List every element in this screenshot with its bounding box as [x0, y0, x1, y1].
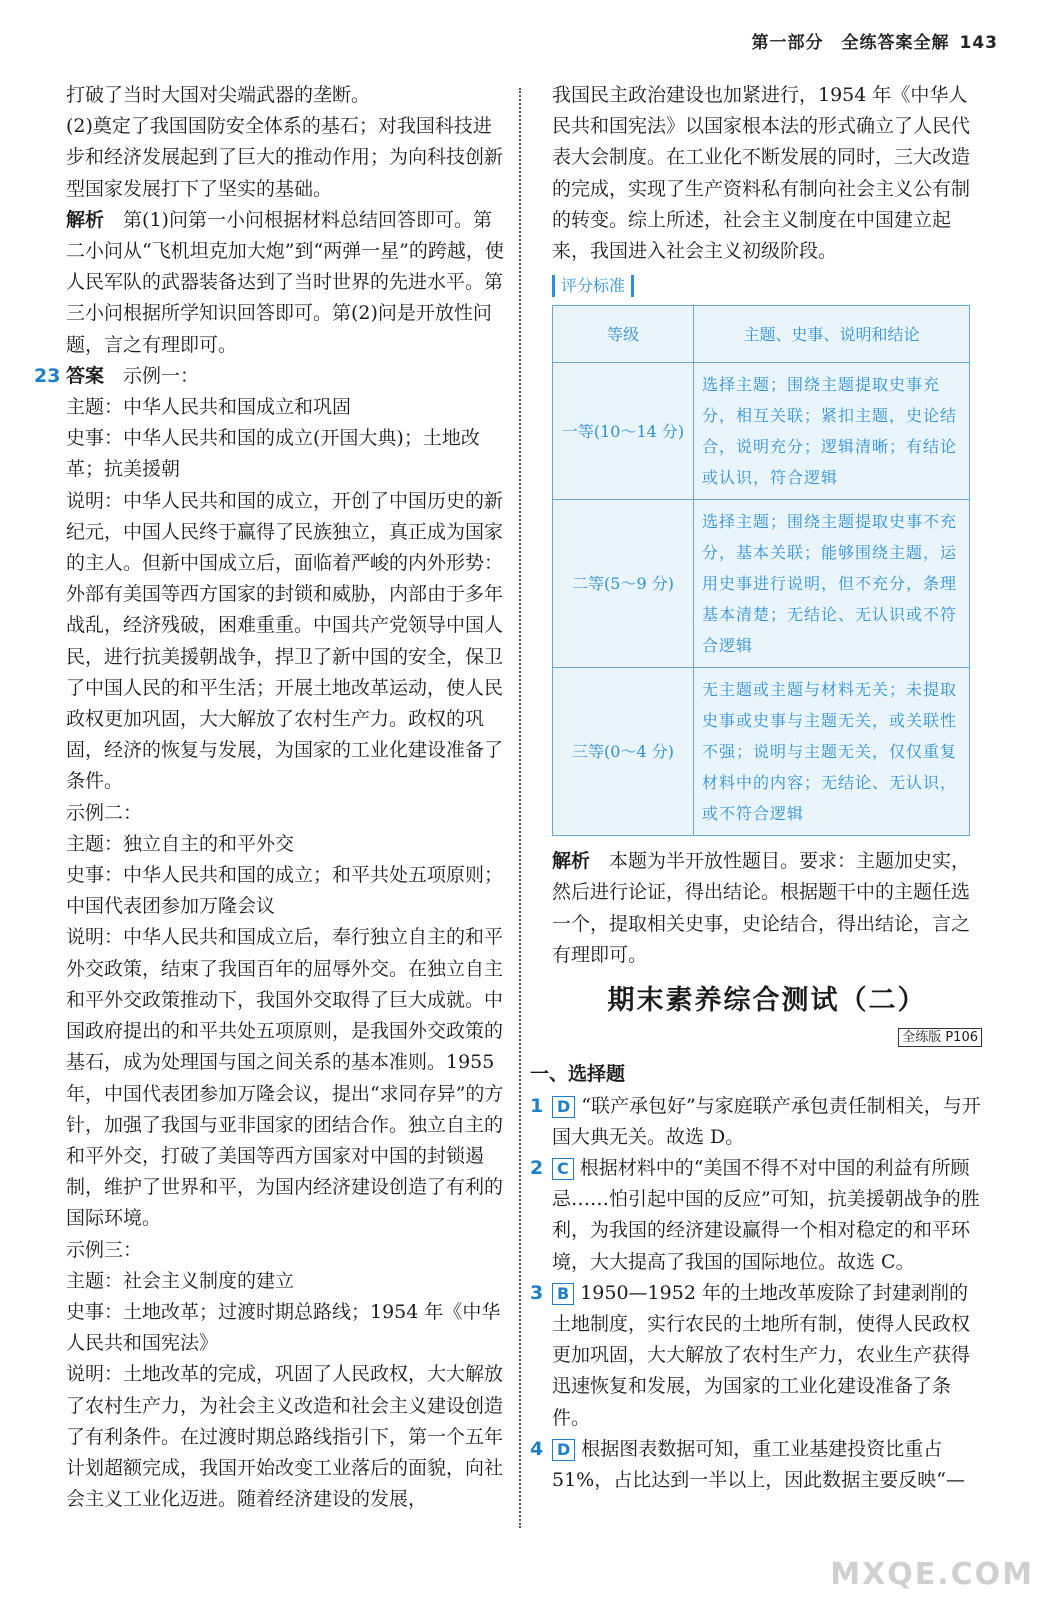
item-number: 3: [530, 1281, 544, 1304]
grade-level: 二等(5～9 分): [553, 500, 694, 668]
ex2-desc: 说明：中华人民共和国成立后，奉行独立自主的和平外交政策，结束了我国百年的屈辱外交。在独立自主和平外交政策推动下，我国外交取得了巨大成就。中国政府提出的和平共处五项原则，是我国外交政策的基石，成为处理国与国之间关系的基本准则。1955 年，中国代表团参加万隆会议，提出“求同存异”的方针，加强了我国与亚非国家的团结合作。独立自主的和平外交，打破了美国等西方国家对中国的封锁遏制，维护了世界和平，为国内经济建设创造了有利的国际环境。: [66, 926, 504, 1230]
right-p1: 我国民主政治建设也加紧进行，1954 年《中华人民共和国宪法》以国家根本法的形式确立了人民代表大会制度。在工业化不断发展的同时，三大改造的完成，实现了生产资料私有制向社会主义公有制的转变。综上所述，社会主义制度在中国建立起来，我国进入社会主义初级阶段。: [552, 84, 971, 263]
item-number: 2: [530, 1157, 544, 1180]
column-divider: [519, 88, 521, 1528]
table-row: [553, 668, 970, 836]
section-title: 期末素养综合测试（二）: [607, 985, 927, 1017]
left-p1: 打破了当时大国对尖端武器的垄断。: [66, 84, 371, 106]
page-header: [752, 28, 999, 53]
grading-standard-tag: 评分标准: [552, 275, 634, 297]
header-level: 等级: [553, 306, 694, 363]
left-p2: (2)奠定了我国国防安全体系的基石；对我国科技进步和经济发展起到了巨大的推动作用；为向科技创新型国家发展打下了坚实的基础。: [66, 115, 504, 200]
grading-table-header: [553, 306, 970, 363]
analysis-label: 解析: [552, 850, 591, 873]
answer-head: [66, 361, 506, 392]
grade-desc: 无主题或主题与材料无关；未提取史事或史事与主题无关，或关联性不强；说明与主题无关，仅仅重复材料中的内容；无结论、无认识，或不符合逻辑: [694, 668, 970, 836]
answer-badge: D: [552, 1439, 575, 1461]
ex3-desc: 说明：土地改革的完成，巩固了人民政权，大大解放了农村生产力，为社会主义改造和社会主义建设创造了有利条件。在过渡时期总路线指引下，第一个五年计划超额完成，我国开始改变工业落后的面貌，向社会主义工业化迈进。随着经济建设的发展，: [66, 1363, 504, 1511]
item-text: 根据图表数据可知，重工业基建投资比重占 51%，占比达到一半以上，因此数据主要反映“—: [552, 1437, 965, 1492]
header-title: 第一部分 全练答案全解: [751, 33, 950, 53]
example-3-label: 示例三：: [66, 1238, 143, 1261]
ex2-fact: 史事：中华人民共和国的成立；和平共处五项原则；中国代表团参加万隆会议: [66, 864, 504, 918]
page-number: 143: [959, 33, 998, 53]
answer-badge: C: [552, 1158, 574, 1180]
answer-badge: B: [552, 1283, 574, 1305]
list-item: [530, 1153, 982, 1278]
ex3-fact: 史事：土地改革；过渡时期总路线；1954 年《中华人民共和国宪法》: [66, 1300, 501, 1355]
grade-level: 一等(10～14 分): [553, 363, 694, 500]
example-1-label: 示例一：: [123, 364, 200, 387]
right-analysis: [552, 846, 982, 971]
table-row: [553, 500, 970, 668]
grade-desc: 选择主题；围绕主题提取史事充分，相互关联；紧扣主题，史论结合，说明充分；逻辑清晰；有结论或认识，符合逻辑: [694, 363, 970, 500]
grade-level: 三等(0～4 分): [553, 668, 694, 836]
list-item: [530, 1091, 982, 1153]
grading-table: [552, 305, 970, 836]
item-text: 1950—1952 年的土地改革废除了封建剥削的土地制度，实行农民的土地所有制，使得人民政权更加巩固，大大解放了农村生产力，农业生产获得迅速恢复和发展，为国家的工业化建设准备了条件。: [552, 1281, 971, 1429]
right-column: [530, 80, 982, 1496]
answer-badge: D: [552, 1096, 575, 1118]
answer-label: 答案: [66, 364, 105, 387]
ex1-fact: 史事：中华人民共和国的成立(开国大典)；土地改革；抗美援朝: [66, 427, 480, 481]
analysis-text: 本题为半开放性题目。要求：主题加史实，然后进行论证，得出结论。根据题干中的主题任选一个，提取相关史事，史论结合，得出结论，言之有理即可。: [552, 850, 971, 966]
item-number: 4: [530, 1437, 544, 1460]
table-row: [553, 363, 970, 500]
left-column: [34, 80, 506, 1515]
item-text: 根据材料中的“美国不得不对中国的利益有所顾忌……怕引起中国的反应”可知，抗美援朝战争的胜利，为我国的经济建设赢得一个相对稳定的和平环境，大大提高了我国的国际地位。故选 C。: [552, 1157, 980, 1273]
ex1-theme: 主题：中华人民共和国成立和巩固: [66, 396, 352, 419]
left-analysis: [66, 205, 506, 361]
list-item: [530, 1434, 982, 1496]
question-number: 23: [34, 364, 61, 387]
analysis-text: 第(1)问第一小问根据材料总结回答即可。第二小问从“飞机坦克加大炮”到“两弹一星”的跨越，使人民军队的武器装备达到了当时世界的先进水平。第三小问根据所学知识回答即可。第(2)问是开放性问题，言之有理即可。: [66, 208, 504, 356]
item-number: 1: [530, 1094, 544, 1117]
watermark-logo: MXQE.COM: [830, 1557, 1034, 1592]
question-23: [34, 361, 506, 392]
reference-box: [552, 1020, 982, 1053]
example-2-label: 示例二：: [66, 801, 143, 824]
header-criteria: 主题、史事、说明和结论: [694, 306, 970, 363]
reference-label: 全练版 P106: [898, 1028, 982, 1047]
sub-heading: 一、选择题: [530, 1063, 626, 1086]
item-text: “联产承包好”与家庭联产承包责任制相关，与开国大典无关。故选 D。: [552, 1094, 981, 1148]
ex3-theme: 主题：社会主义制度的建立: [66, 1269, 295, 1292]
ex2-theme: 主题：独立自主的和平外交: [66, 832, 295, 855]
analysis-label: 解析: [66, 208, 105, 231]
ex1-desc: 说明：中华人民共和国的成立，开创了中国历史的新纪元，中国人民终于赢得了民族独立，真正成为国家的主人。但新中国成立后，面临着严峻的内外形势：外部有美国等西方国家的封锁和威胁，内部由于多年战乱，经济残破，困难重重。中国共产党领导中国人民，进行抗美援朝战争，捍卫了新中国的安全，保卫了中国人民的和平生活；开展土地改革运动，使人民政权更加巩固，大大解放了农村生产力。政权的巩固，经济的恢复与发展，为国家的工业化建设准备了条件。: [66, 489, 504, 793]
list-item: [530, 1278, 982, 1434]
grade-desc: 选择主题；围绕主题提取史事不充分，基本关联；能够围绕主题，运用史事进行说明，但不充分，条理基本清楚；无结论、无认识或不符合逻辑: [694, 500, 970, 668]
